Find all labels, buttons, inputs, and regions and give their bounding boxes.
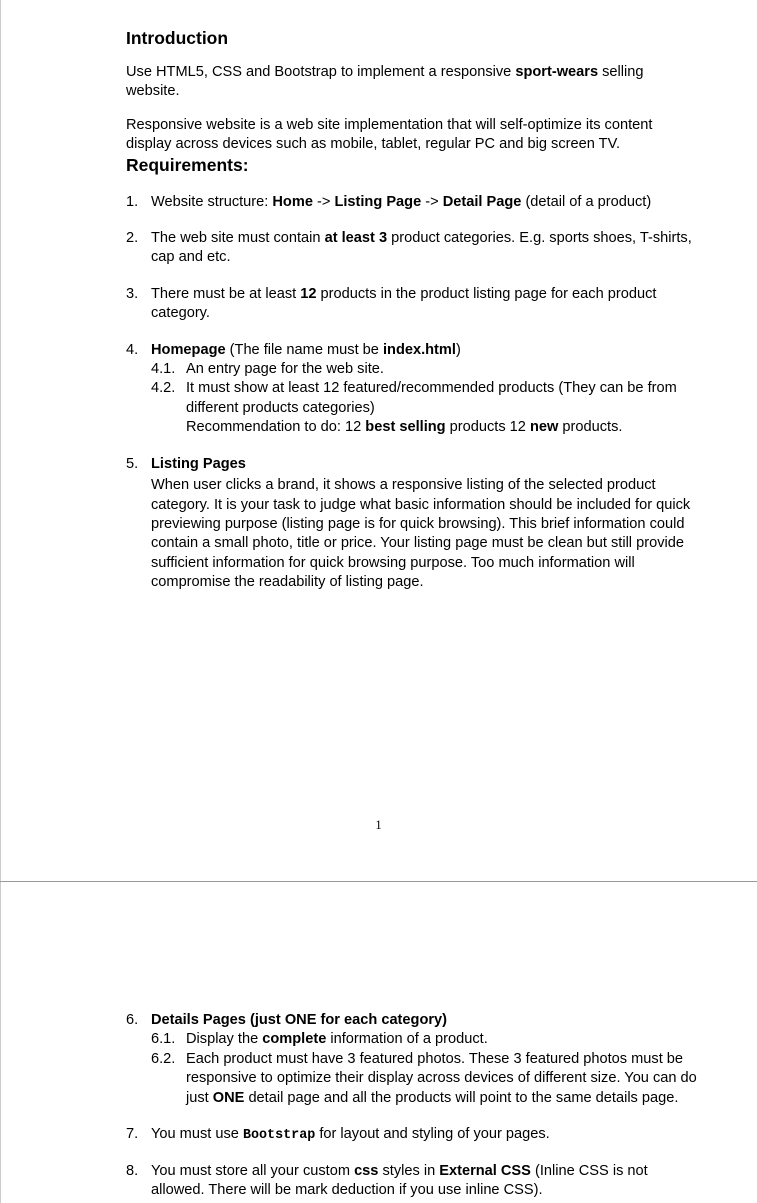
item-number: 4. bbox=[126, 341, 139, 358]
text-mid-1: -> bbox=[312, 193, 335, 210]
text-pre: The web site must contain bbox=[151, 230, 325, 247]
subitem-4-2 bbox=[151, 379, 699, 418]
requirements-list-continued bbox=[126, 1011, 699, 1201]
text-pre: There must be at least bbox=[151, 285, 301, 302]
page-left-rule bbox=[0, 882, 1, 1203]
text-mid-2: -> bbox=[421, 193, 443, 210]
heading-introduction: Introduction bbox=[126, 28, 229, 48]
subitem-text: It must show at least 12 featured/recommended products (They can be from different products categories) bbox=[186, 380, 677, 416]
item-number: 6. bbox=[126, 1012, 139, 1028]
subitem-number: 4.1. bbox=[151, 361, 176, 378]
text-post: information of a product. bbox=[326, 1031, 488, 1048]
requirement-item-5 bbox=[126, 455, 699, 593]
text-pre: You must store all your custom bbox=[151, 1162, 355, 1179]
page-number: 1 bbox=[375, 818, 382, 832]
item-text bbox=[151, 230, 692, 265]
subitem-number: 6.1. bbox=[151, 1031, 176, 1048]
text-bold-listing: Listing Page bbox=[334, 193, 422, 210]
text-post: product categories. E.g. sports shoes, T-shirts, cap and etc. bbox=[151, 230, 692, 266]
item-title: Listing Pages bbox=[151, 455, 246, 472]
text-pre: You must use bbox=[151, 1126, 243, 1143]
subitem-number: 6.2. bbox=[151, 1050, 176, 1067]
heading-requirements: Requirements: bbox=[126, 154, 249, 175]
rec-pre: Recommendation to do: 12 bbox=[186, 419, 366, 436]
item-number: 5. bbox=[126, 455, 139, 472]
subitem-4-1 bbox=[151, 360, 699, 379]
requirement-item-7 bbox=[126, 1125, 699, 1145]
subitem-6-1 bbox=[151, 1030, 699, 1049]
text-post: for layout and styling of your pages. bbox=[315, 1126, 550, 1143]
recommendation-line bbox=[151, 418, 699, 437]
text-post: (detail of a product) bbox=[521, 193, 652, 210]
item-text bbox=[151, 194, 651, 210]
item-number: 7. bbox=[126, 1126, 139, 1143]
intro-p1-post: selling website. bbox=[126, 64, 644, 100]
item-number: 2. bbox=[126, 230, 139, 247]
requirement-item-6 bbox=[126, 1011, 699, 1108]
requirements-list bbox=[126, 193, 699, 593]
item-number: 3. bbox=[126, 285, 139, 302]
item-text bbox=[151, 1163, 648, 1198]
subitem-text bbox=[186, 1031, 488, 1047]
text-bold-external-css: External CSS bbox=[439, 1162, 531, 1179]
text-bold-home: Home bbox=[272, 193, 313, 210]
item-title: Details Pages (just ONE for each category) bbox=[151, 1012, 448, 1028]
text-post: (Inline CSS is not allowed. There will be mark deduction if you use inline CSS). bbox=[151, 1162, 648, 1199]
subitem-number: 4.2. bbox=[151, 380, 176, 397]
requirement-item-8 bbox=[126, 1162, 699, 1201]
text-bold-complete: complete bbox=[262, 1031, 327, 1048]
intro-paragraph-1 bbox=[126, 63, 699, 102]
text-post: products in the product listing page for each product category. bbox=[151, 285, 657, 322]
requirement-item-3 bbox=[126, 285, 699, 324]
text-bold: at least 3 bbox=[324, 230, 388, 247]
text-pre: Website structure: bbox=[151, 193, 273, 210]
rec-bold-best-selling: best selling bbox=[365, 419, 446, 436]
document-page-2 bbox=[0, 882, 757, 1203]
rec-bold-new: new bbox=[529, 419, 559, 436]
rec-mid: products 12 bbox=[445, 419, 530, 436]
text-pre: Each product must have 3 featured photos. These 3 featured photos must be responsive to optimize their display across devices of different size. You can do just bbox=[186, 1050, 697, 1106]
text-bold-one: ONE bbox=[212, 1089, 245, 1106]
subitem-list-6 bbox=[151, 1030, 699, 1108]
text-post: detail page and all the products will point to the same details page. bbox=[244, 1089, 679, 1106]
text-mid: styles in bbox=[378, 1162, 440, 1179]
item-number: 8. bbox=[126, 1162, 139, 1179]
text-pre: Display the bbox=[186, 1031, 263, 1048]
subitem-text bbox=[186, 1051, 697, 1106]
requirement-item-1 bbox=[126, 193, 699, 212]
title-post: ) bbox=[455, 341, 461, 358]
rec-post: products. bbox=[558, 419, 623, 436]
item-title-line bbox=[151, 342, 461, 358]
text-bold-css: css bbox=[354, 1162, 379, 1179]
subitem-6-2 bbox=[151, 1050, 699, 1108]
text-mono-bootstrap: Bootstrap bbox=[242, 1128, 316, 1144]
title-mid: (The file name must be bbox=[225, 341, 383, 358]
item-text bbox=[151, 286, 656, 321]
requirement-item-2 bbox=[126, 229, 699, 268]
item-number: 1. bbox=[126, 193, 139, 210]
intro-p1-bold: sport-wears bbox=[515, 64, 599, 80]
text-bold: 12 bbox=[300, 285, 317, 302]
item-title: Homepage bbox=[151, 341, 226, 358]
subitem-text: An entry page for the web site. bbox=[186, 361, 384, 378]
intro-p1-pre: Use HTML5, CSS and Bootstrap to implement a responsive bbox=[126, 64, 516, 80]
page-left-rule bbox=[0, 0, 1, 881]
text-bold-detail: Detail Page bbox=[442, 193, 522, 210]
subitem-list-4 bbox=[151, 360, 699, 438]
item-5-body: When user clicks a brand, it shows a responsive listing of the selected product category. It is your task to judge what basic information should be included for quick previewing purpose (listing page is for quick browsing). This brief information could contain a small photo, title or price. Your listing page must be clean but still provide sufficient information for quick browsing purpose. Too much information will compromise the readability of listing page. bbox=[151, 477, 691, 591]
item-text bbox=[151, 1126, 550, 1142]
requirement-item-4 bbox=[126, 341, 699, 438]
intro-paragraph-2: Responsive website is a web site implementation that will self-optimize its content display across devices such as mobile, tablet, regular PC and big screen TV. bbox=[126, 116, 653, 153]
title-bold-filename: index.html bbox=[382, 341, 456, 358]
